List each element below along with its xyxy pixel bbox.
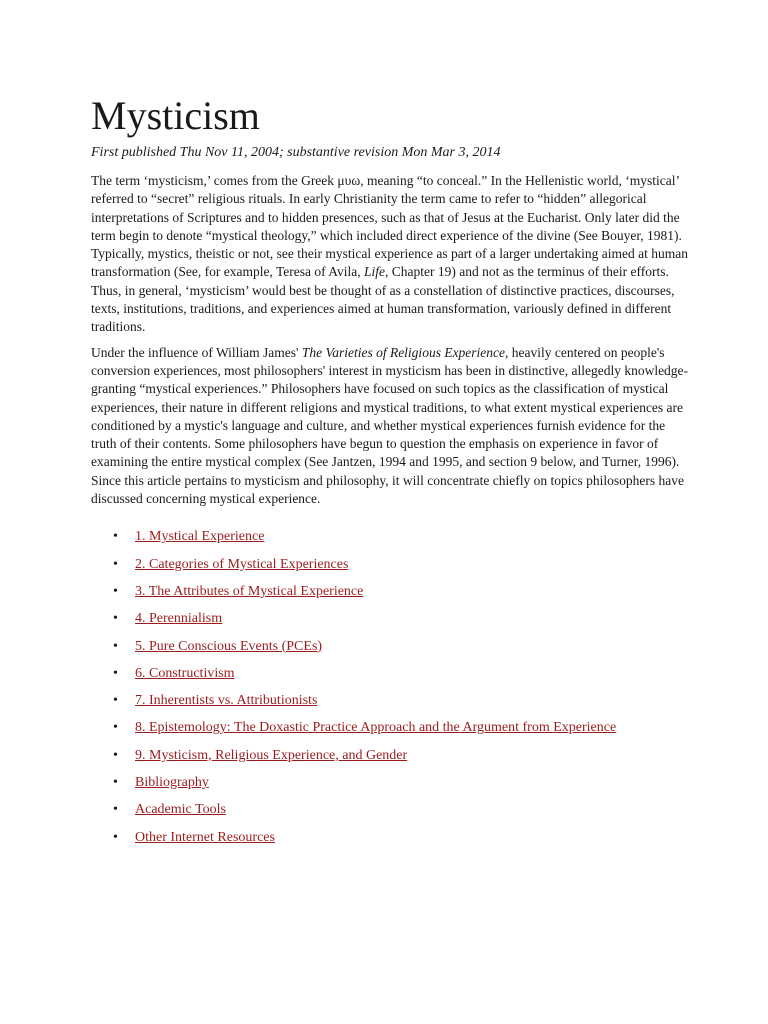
bullet-icon: •: [113, 720, 118, 736]
toc-link-pure-conscious-events[interactable]: 5. Pure Conscious Events (PCEs): [135, 638, 323, 654]
para1-text-a: The term ‘mysticism,’ comes from the Greek μυω, meaning “to conceal.” In the Hellenistic world, ‘mystical’ referred to “secret” religious rituals. In early Christianity the term came to refer to “hidden” allegorical interpretations of Scriptures and to hidden presences, such as that of Jesus at the Eucharist. Only later did the term begin to denote “mystical theology,” which included direct experience of the divine (See Bouyer, 1981). Typically, mystics, theistic or not, see their mystical experience as part of a larger undertaking aimed at human transformation (See, for example, Teresa of Avila,: [91, 173, 688, 280]
toc-link-other-resources[interactable]: Other Internet Resources: [135, 829, 275, 845]
intro-paragraph-2: [91, 344, 691, 509]
toc-item: [91, 774, 691, 801]
toc-link-bibliography[interactable]: Bibliography: [135, 775, 209, 791]
publication-info: First published Thu Nov 11, 2004; substantive revision Mon Mar 3, 2014: [91, 145, 501, 160]
para2-text-a: Under the influence of William James': [91, 344, 302, 360]
toc-item: [91, 610, 691, 637]
toc-link-attributes[interactable]: 3. The Attributes of Mystical Experience: [135, 583, 364, 599]
toc-item: [91, 747, 691, 774]
toc-link-mystical-experience[interactable]: 1. Mystical Experience: [135, 529, 265, 545]
bullet-icon: •: [113, 638, 118, 654]
bullet-icon: •: [113, 611, 118, 627]
page-title: Mysticism: [91, 93, 260, 138]
toc-item: [91, 665, 691, 692]
toc-item: [91, 719, 691, 746]
toc-item: [91, 829, 691, 856]
bullet-icon: •: [113, 693, 118, 709]
article: [91, 92, 691, 856]
bullet-icon: •: [113, 747, 118, 763]
para2-text-b: , heavily centered on people's conversion experiences, most philosophers' interest in mysticism has been in distinctive, allegedly knowledge-granting “mystical experiences.” Philosophers have focused on such topics as the classification of mystical experiences, their nature in different religions and mystical traditions, to what extent mystical experiences are conditioned by a mystic's language and culture, and whether mystical experiences furnish evidence for the truth of their contents. Some philosophers have begun to question the emphasis on experience in favor of examining the entire mystical complex (See Jantzen, 1994 and 1995, and section 9 below, and Turner, 1996). Since this article pertains to mysticism and philosophy, it will concentrate chiefly on topics philosophers have discussed concerning mystical experience.: [91, 344, 689, 507]
toc-link-inherentists[interactable]: 7. Inherentists vs. Attributionists: [135, 693, 318, 709]
bullet-icon: •: [113, 829, 118, 845]
bullet-icon: •: [113, 556, 118, 572]
table-of-contents: [91, 528, 691, 856]
intro-paragraph-1: [91, 172, 691, 337]
toc-link-epistemology[interactable]: 8. Epistemology: The Doxastic Practice Approach and the Argument from Experience: [135, 720, 617, 736]
toc-link-constructivism[interactable]: 6. Constructivism: [135, 665, 235, 681]
varieties-title: The Varieties of Religious Experience: [301, 344, 506, 360]
bullet-icon: •: [113, 665, 118, 681]
toc-item: [91, 528, 691, 555]
bullet-icon: •: [113, 529, 118, 545]
bullet-icon: •: [113, 775, 118, 791]
toc-link-academic-tools[interactable]: Academic Tools: [135, 802, 226, 818]
toc-item: [91, 556, 691, 583]
toc-link-gender[interactable]: 9. Mysticism, Religious Experience, and Gender: [135, 747, 408, 763]
life-title: Life: [363, 264, 385, 280]
toc-item: [91, 692, 691, 719]
toc-item: [91, 638, 691, 665]
bullet-icon: •: [113, 802, 118, 818]
toc-link-categories[interactable]: 2. Categories of Mystical Experiences: [135, 556, 349, 572]
toc-item: [91, 801, 691, 828]
toc-item: [91, 583, 691, 610]
toc-link-perennialism[interactable]: 4. Perennialism: [135, 611, 223, 627]
bullet-icon: •: [113, 583, 118, 599]
para1-text-b: , Chapter 19) and not as the terminus of their efforts. Thus, in general, ‘mysticism’ would best be thought of as a constellation of distinctive practices, discourses, texts, institutions, traditions, and experiences aimed at human transformation, variously defined in different traditions.: [91, 264, 675, 335]
